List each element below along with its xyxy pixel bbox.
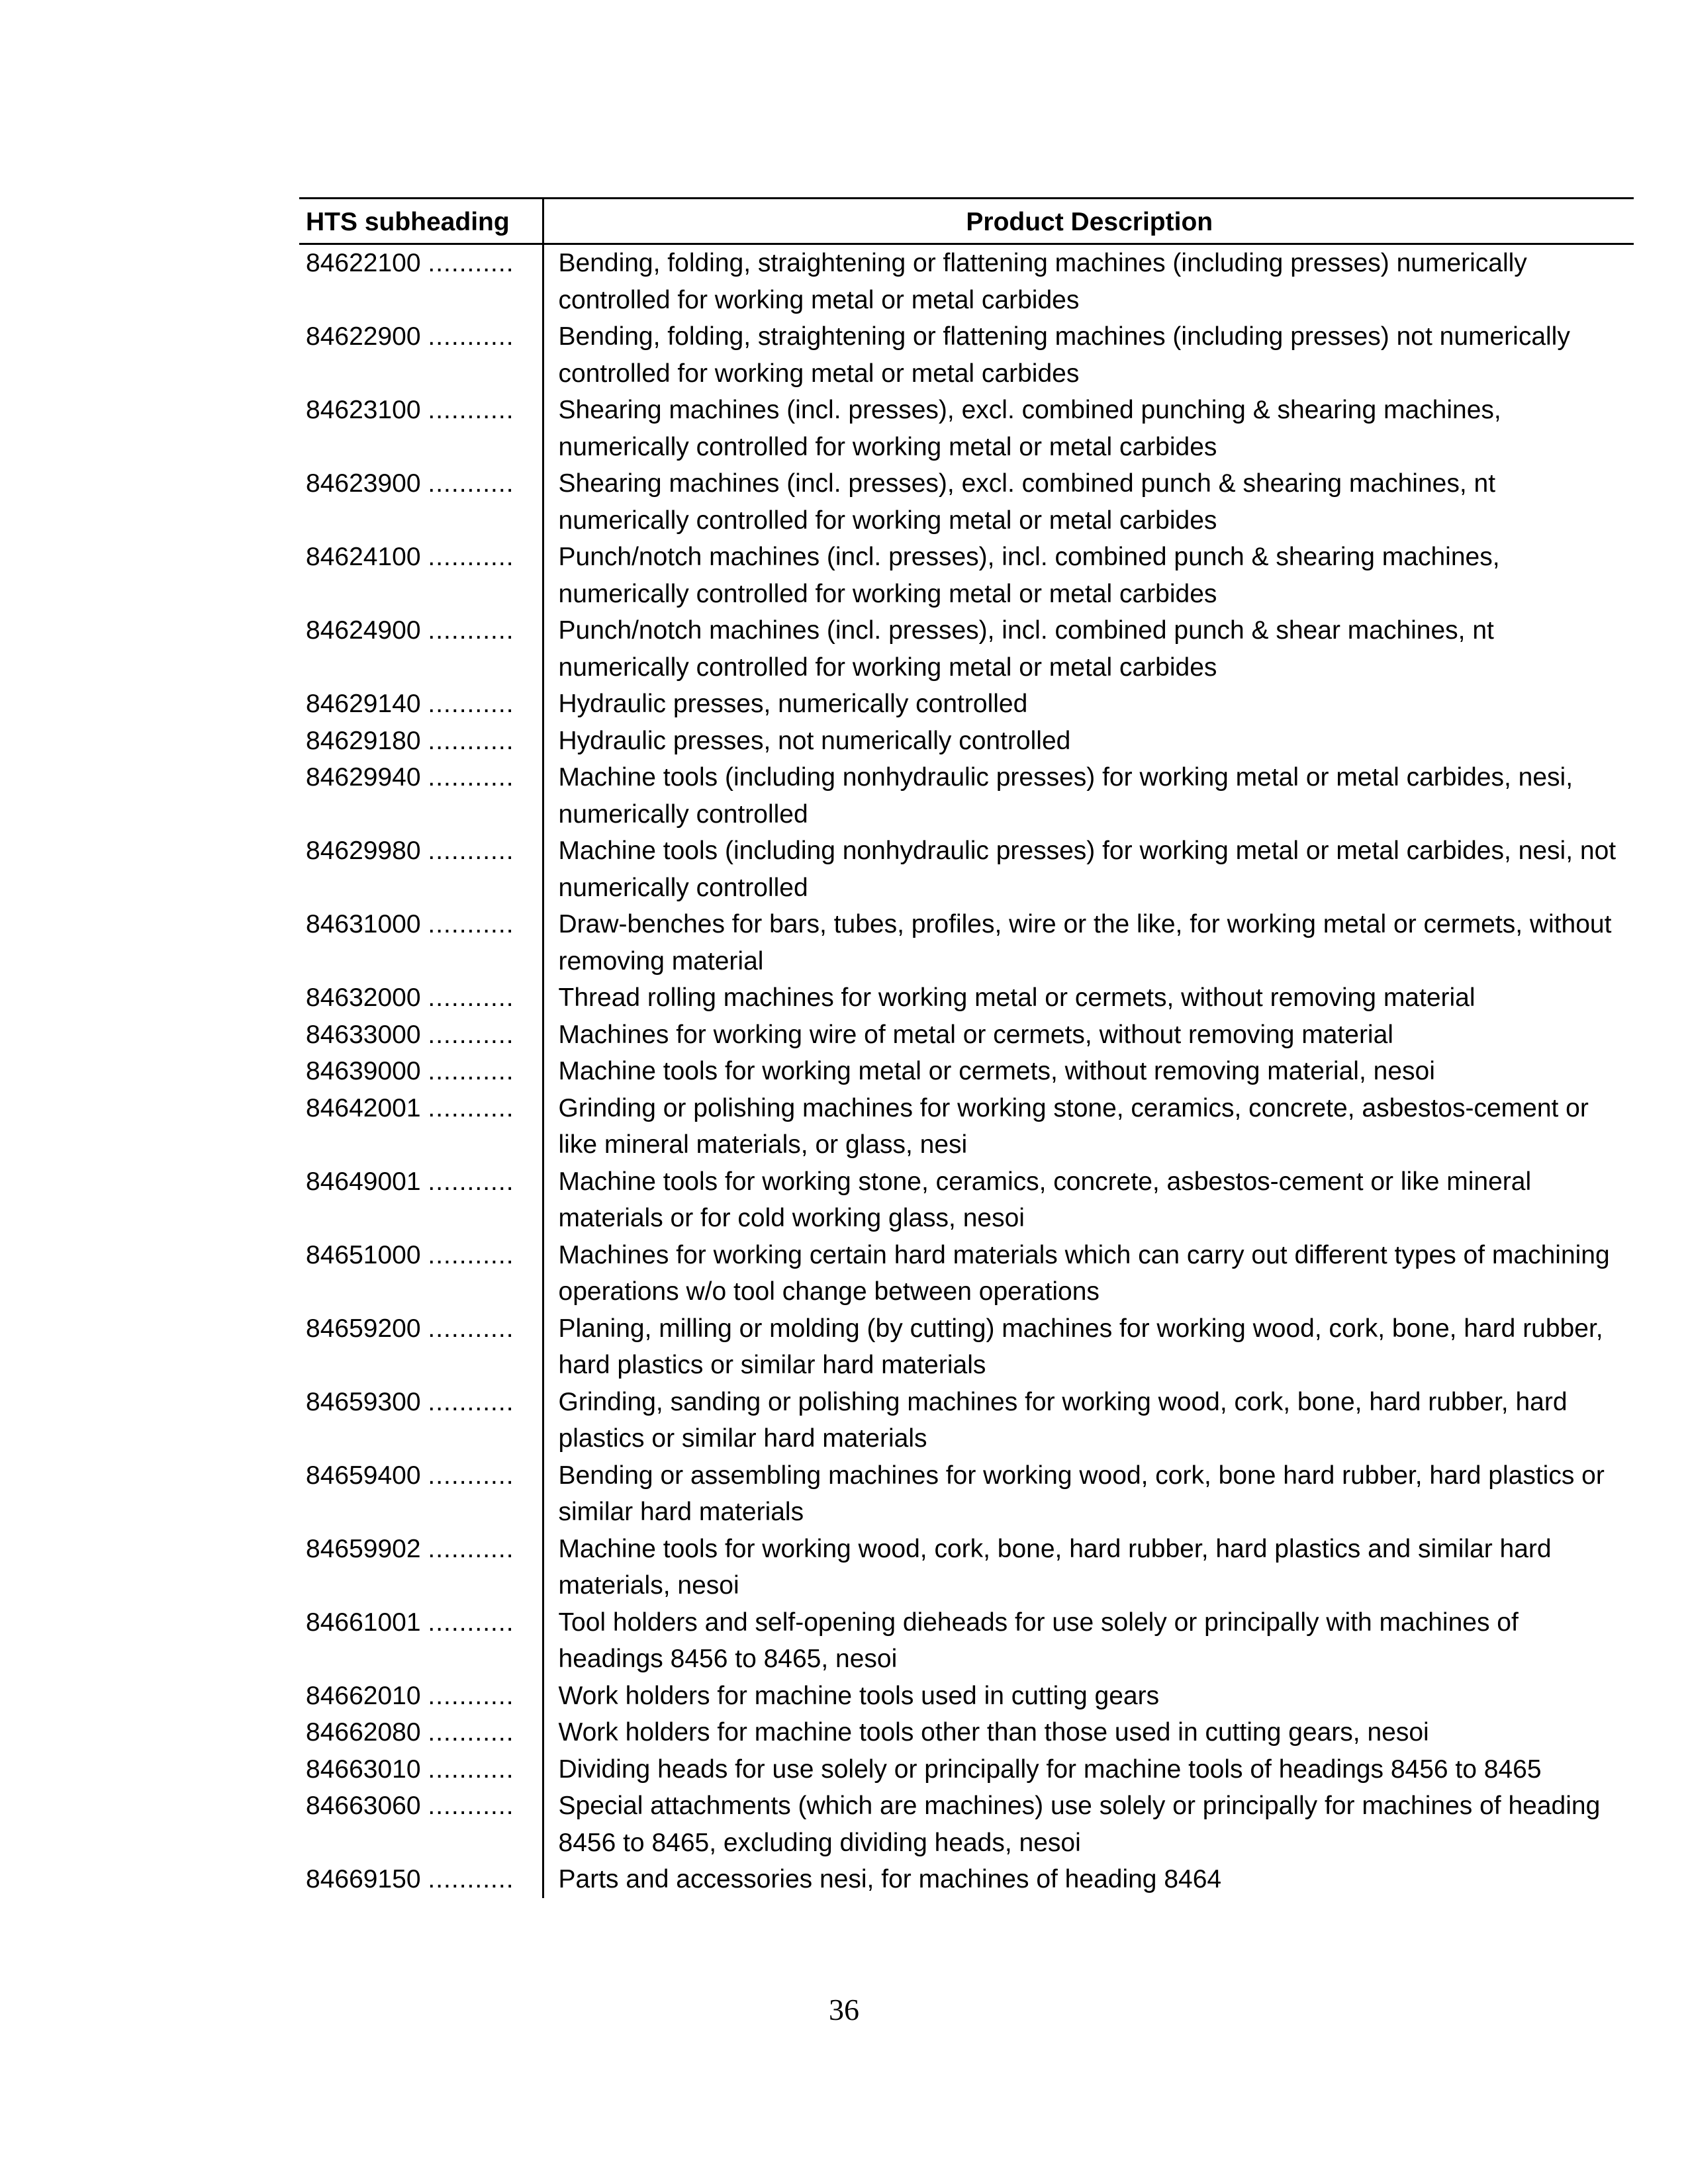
table-row	[299, 1604, 1634, 1678]
hts-code: 84631000	[306, 910, 421, 938]
leader-dots: ...........	[428, 1387, 514, 1416]
hts-code-cell	[299, 612, 543, 686]
leader-dots: ...........	[428, 249, 514, 277]
table-row	[299, 392, 1634, 465]
product-description-cell: Bending or assembling machines for working wood, cork, bone hard rubber, hard plastics or similar hard materials	[543, 1457, 1634, 1531]
hts-code-cell	[299, 979, 543, 1017]
leader-dots: ...........	[428, 1534, 514, 1563]
hts-code-cell	[299, 1714, 543, 1751]
hts-code: 84624100	[306, 543, 421, 571]
table-row	[299, 686, 1634, 723]
product-description-cell: Work holders for machine tools other than those used in cutting gears, nesoi	[543, 1714, 1634, 1751]
table-row	[299, 833, 1634, 906]
product-description-cell: Punch/notch machines (incl. presses), incl. combined punch & shearing machines, numerically controlled for working metal or metal carbides	[543, 539, 1634, 612]
hts-code-cell	[299, 759, 543, 833]
product-description-cell: Punch/notch machines (incl. presses), incl. combined punch & shear machines, nt numerically controlled for working metal or metal carbides	[543, 612, 1634, 686]
leader-dots: ...........	[428, 983, 514, 1012]
hts-code-cell	[299, 1678, 543, 1715]
product-description-cell: Dividing heads for use solely or principally for machine tools of headings 8456 to 8465	[543, 1751, 1634, 1788]
leader-dots: ...........	[428, 1240, 514, 1269]
hts-code-cell	[299, 318, 543, 392]
table-row	[299, 1053, 1634, 1090]
leader-dots: ...........	[428, 1461, 514, 1490]
product-description-cell: Machine tools for working stone, ceramics, concrete, asbestos-cement or like mineral materials or for cold working glass, nesoi	[543, 1163, 1634, 1237]
hts-code: 84629940	[306, 763, 421, 792]
product-description-cell: Machines for working certain hard materials which can carry out different types of machining operations w/o tool change between operations	[543, 1237, 1634, 1310]
hts-subheading-header: HTS subheading	[306, 208, 510, 236]
leader-dots: ...........	[428, 837, 514, 865]
product-description-cell: Bending, folding, straightening or flattening machines (including presses) numerically controlled for working metal or metal carbides	[543, 244, 1634, 319]
hts-code: 84663060	[306, 1792, 421, 1820]
table-row	[299, 244, 1634, 319]
table-row	[299, 1163, 1634, 1237]
table-body	[299, 244, 1634, 1898]
hts-code: 84629140	[306, 690, 421, 718]
product-description-cell: Special attachments (which are machines) use solely or principally for machines of heading 8456 to 8465, excluding dividing heads, nesoi	[543, 1788, 1634, 1861]
product-description-cell: Hydraulic presses, numerically controlled	[543, 686, 1634, 723]
hts-code-cell	[299, 1053, 543, 1090]
hts-table	[299, 197, 1634, 1898]
product-description-cell: Draw-benches for bars, tubes, profiles, wire or the like, for working metal or cermets, without removing material	[543, 906, 1634, 979]
table-row	[299, 1788, 1634, 1861]
hts-code: 84624900	[306, 616, 421, 645]
hts-code: 84633000	[306, 1020, 421, 1049]
leader-dots: ...........	[428, 543, 514, 571]
hts-code: 84659200	[306, 1314, 421, 1343]
hts-code: 84659902	[306, 1534, 421, 1563]
product-description-cell: Machine tools (including nonhydraulic presses) for working metal or metal carbides, nesi, not numerically controlled	[543, 833, 1634, 906]
product-description-cell: Thread rolling machines for working metal or cermets, without removing material	[543, 979, 1634, 1017]
hts-code: 84651000	[306, 1240, 421, 1269]
leader-dots: ...........	[428, 1167, 514, 1196]
table-row	[299, 1310, 1634, 1384]
table-row	[299, 465, 1634, 539]
hts-code: 84662010	[306, 1681, 421, 1710]
table-row	[299, 1861, 1634, 1898]
table-row	[299, 979, 1634, 1017]
hts-code: 84663010	[306, 1754, 421, 1784]
leader-dots: ...........	[428, 396, 514, 424]
product-description-cell: Machines for working wire of metal or cermets, without removing material	[543, 1017, 1634, 1054]
leader-dots: ...........	[428, 469, 514, 498]
hts-code-cell	[299, 1788, 543, 1861]
leader-dots: ...........	[428, 1020, 514, 1049]
hts-code-cell	[299, 1604, 543, 1678]
hts-code-cell	[299, 1861, 543, 1898]
table-row	[299, 759, 1634, 833]
leader-dots: ...........	[428, 910, 514, 938]
table-row	[299, 539, 1634, 612]
table-row	[299, 1237, 1634, 1310]
hts-code-cell	[299, 1163, 543, 1237]
hts-code-cell	[299, 392, 543, 465]
hts-code: 84649001	[306, 1167, 421, 1196]
hts-code: 84622100	[306, 249, 421, 277]
hts-code-cell	[299, 465, 543, 539]
leader-dots: ...........	[428, 322, 514, 351]
table-row	[299, 1384, 1634, 1457]
product-description-cell: Machine tools (including nonhydraulic presses) for working metal or metal carbides, nesi, numerically controlled	[543, 759, 1634, 833]
hts-code: 84632000	[306, 983, 421, 1012]
hts-code: 84639000	[306, 1057, 421, 1085]
hts-code: 84659300	[306, 1387, 421, 1416]
table-row	[299, 1751, 1634, 1788]
table-row	[299, 723, 1634, 760]
leader-dots: ...........	[428, 1754, 514, 1784]
leader-dots: ...........	[428, 763, 514, 792]
hts-code-cell	[299, 1751, 543, 1788]
leader-dots: ...........	[428, 1057, 514, 1085]
product-description-cell: Shearing machines (incl. presses), excl. combined punching & shearing machines, numerically controlled for working metal or metal carbides	[543, 392, 1634, 465]
hts-code-cell	[299, 833, 543, 906]
leader-dots: ...........	[428, 1792, 514, 1820]
hts-code-cell	[299, 1384, 543, 1457]
product-description-cell: Machine tools for working metal or cermets, without removing material, nesoi	[543, 1053, 1634, 1090]
hts-code-cell	[299, 1310, 543, 1384]
hts-code: 84629180	[306, 726, 421, 755]
table-row	[299, 1714, 1634, 1751]
product-description-cell: Machine tools for working wood, cork, bone, hard rubber, hard plastics and similar hard materials, nesoi	[543, 1531, 1634, 1604]
page-number: 36	[829, 1993, 859, 2026]
table-row	[299, 1457, 1634, 1531]
leader-dots: ...........	[428, 1681, 514, 1710]
hts-code-cell	[299, 686, 543, 723]
hts-code: 84642001	[306, 1093, 421, 1122]
leader-dots: ...........	[428, 1608, 514, 1637]
hts-code-cell	[299, 1457, 543, 1531]
product-description-cell: Grinding or polishing machines for working stone, ceramics, concrete, asbestos-cement or like mineral materials, or glass, nesi	[543, 1090, 1634, 1163]
table-row	[299, 612, 1634, 686]
hts-code-cell	[299, 906, 543, 979]
table-row	[299, 906, 1634, 979]
product-description-header: Product Description	[543, 199, 1634, 244]
product-description-cell: Grinding, sanding or polishing machines for working wood, cork, bone, hard rubber, hard plastics or similar hard materials	[543, 1384, 1634, 1457]
leader-dots: ...........	[428, 1314, 514, 1343]
product-description-cell: Hydraulic presses, not numerically controlled	[543, 723, 1634, 760]
product-description-cell: Shearing machines (incl. presses), excl. combined punch & shearing machines, nt numerically controlled for working metal or metal carbides	[543, 465, 1634, 539]
leader-dots: ...........	[428, 616, 514, 645]
leader-dots: ...........	[428, 1093, 514, 1122]
hts-code: 84629980	[306, 837, 421, 865]
table-row	[299, 1678, 1634, 1715]
hts-code-cell	[299, 1237, 543, 1310]
hts-code-cell	[299, 1531, 543, 1604]
table-row	[299, 1017, 1634, 1054]
hts-code: 84659400	[306, 1461, 421, 1490]
hts-code-cell	[299, 539, 543, 612]
table-row	[299, 1531, 1634, 1604]
table-header-row	[299, 199, 1634, 244]
leader-dots: ...........	[428, 726, 514, 755]
leader-dots: ...........	[428, 690, 514, 718]
hts-code-cell	[299, 244, 543, 319]
hts-code-cell	[299, 1017, 543, 1054]
leader-dots: ...........	[428, 1718, 514, 1747]
hts-code-cell	[299, 1090, 543, 1163]
hts-code: 84669150	[306, 1865, 421, 1893]
product-description-cell: Parts and accessories nesi, for machines of heading 8464	[543, 1861, 1634, 1898]
table-row	[299, 1090, 1634, 1163]
table-row	[299, 318, 1634, 392]
hts-code: 84662080	[306, 1718, 421, 1747]
hts-code: 84661001	[306, 1608, 421, 1637]
hts-code: 84623100	[306, 396, 421, 424]
product-description-cell: Bending, folding, straightening or flattening machines (including presses) not numerically controlled for working metal or metal carbides	[543, 318, 1634, 392]
product-description-cell: Planing, milling or molding (by cutting) machines for working wood, cork, bone, hard rubber, hard plastics or similar hard materials	[543, 1310, 1634, 1384]
hts-code-cell	[299, 723, 543, 760]
product-description-cell: Work holders for machine tools used in cutting gears	[543, 1678, 1634, 1715]
product-description-cell: Tool holders and self-opening dieheads for use solely or principally with machines of headings 8456 to 8465, nesoi	[543, 1604, 1634, 1678]
hts-code: 84622900	[306, 322, 421, 351]
leader-dots: ...........	[428, 1865, 514, 1893]
hts-code: 84623900	[306, 469, 421, 498]
